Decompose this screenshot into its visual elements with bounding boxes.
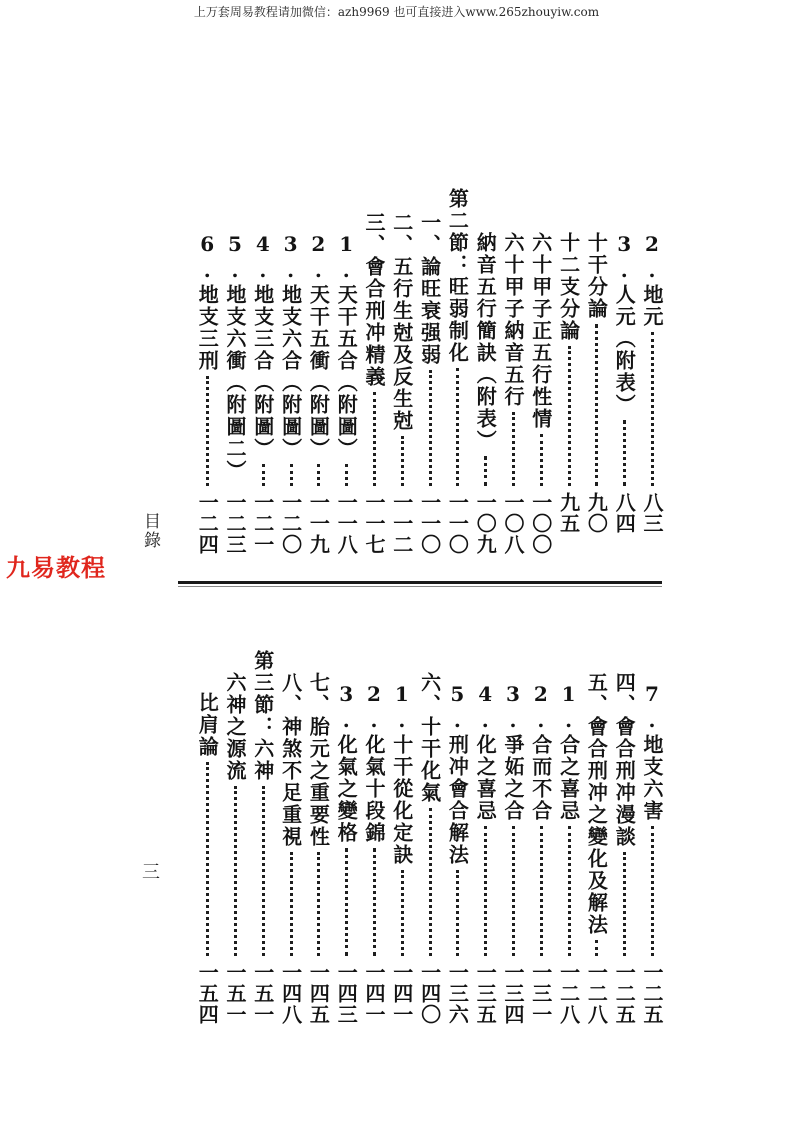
- toc-entry-page: 九五: [556, 492, 581, 534]
- toc-entry-page: 一二八: [556, 962, 581, 1025]
- toc-entry-title: 2.化氣十段錦: [362, 682, 386, 844]
- toc-entry-title: 五、會合刑冲之變化及解法: [584, 672, 609, 936]
- toc-entry-title: 1.合之喜忌: [556, 682, 581, 822]
- toc-dot-leader: [429, 370, 432, 486]
- toc-entry-title: 六、十干化氣: [417, 672, 442, 804]
- toc-entry-title: 1.天干五合（附圖）: [334, 232, 359, 460]
- toc-entry-title: 2.合而不合: [528, 682, 553, 822]
- toc-entry-page: 一五一: [223, 962, 247, 1025]
- toc-entry-page: 一四一: [362, 962, 386, 1025]
- toc-entry-title: 六十甲子正五行性情: [528, 232, 553, 430]
- toc-dot-leader: [456, 368, 459, 486]
- toc-dot-leader: [512, 412, 515, 486]
- toc-dot-leader: [262, 786, 265, 956]
- watermark-text: 上万套周易教程请加微信：azh9969 也可直接进入www.265zhouyiw.com: [193, 5, 600, 19]
- toc-dot-leader: [429, 808, 432, 956]
- toc-entry-title: 4.地支三合（附圖）: [250, 232, 275, 460]
- toc-dot-leader: [595, 940, 598, 956]
- toc-dot-leader: [234, 786, 237, 956]
- toc-entry-page: 八三: [640, 492, 664, 534]
- toc-entry-page: 一三五: [473, 962, 498, 1025]
- toc-dot-leader: [484, 826, 487, 956]
- toc-entry-title: 六神之源流: [223, 672, 247, 782]
- toc-entry-page: 一一九: [306, 492, 331, 555]
- toc-dot-leader: [651, 826, 654, 956]
- section-divider-thin: [178, 586, 662, 587]
- toc-entry-page: 一〇九: [473, 492, 498, 555]
- toc-dot-leader: [623, 852, 626, 956]
- toc-entry-title: 3.人元（附表）: [612, 232, 637, 416]
- toc-entry-title: 3.爭妬之合: [501, 682, 525, 822]
- toc-entry-title: 7.地支六害: [640, 682, 664, 822]
- toc-entry-title: 3.地支六合（附圖）: [278, 232, 303, 460]
- toc-dot-leader: [540, 826, 543, 956]
- toc-dot-leader: [290, 464, 293, 486]
- brand-logo: 九易教程: [6, 554, 106, 582]
- toc-entry-page: 一三六: [445, 962, 470, 1025]
- toc-entry-title: 5.刑冲會合解法: [445, 682, 470, 866]
- toc-dot-leader: [317, 852, 320, 956]
- toc-entry-page: 八四: [612, 492, 637, 534]
- toc-entry-title: 2.天干五衝（附圖）: [306, 232, 331, 460]
- toc-dot-leader: [401, 436, 404, 486]
- toc-entry-page: 九〇: [584, 492, 609, 534]
- toc-entry-page: 一四三: [334, 962, 359, 1025]
- toc-entry-title: 4.化之喜忌: [473, 682, 498, 822]
- toc-dot-leader: [373, 392, 376, 486]
- toc-entry-title: 第二節：旺弱制化: [445, 188, 470, 364]
- toc-entry-page: 一二五: [640, 962, 664, 1025]
- toc-dot-leader: [206, 762, 209, 956]
- toc-dot-leader: [373, 848, 376, 956]
- toc-entry-title: 第三節：六神: [250, 650, 275, 782]
- toc-entry-title: 1.十干從化定訣: [389, 682, 414, 866]
- toc-dot-leader: [568, 346, 571, 486]
- toc-dot-leader: [206, 376, 209, 486]
- toc-entry-title: 二、五行生尅及反生尅: [389, 212, 414, 432]
- toc-entry-title: 六十甲子納音五行: [501, 232, 525, 408]
- toc-entry-title: 四、會合刑冲漫談: [612, 672, 637, 848]
- toc-entry-page: 一五四: [195, 962, 220, 1025]
- toc-dot-leader: [595, 324, 598, 486]
- toc-entry-page: 一一七: [362, 492, 386, 555]
- toc-entry-page: 一三四: [501, 962, 525, 1025]
- toc-entry-page: 一〇〇: [528, 492, 553, 555]
- toc-entry-page: 一一〇: [417, 492, 442, 555]
- toc-entry-title: 6.地支三刑: [195, 232, 220, 372]
- toc-entry-title: 十干分論: [584, 232, 609, 320]
- toc-entry-page: 一二〇: [278, 492, 303, 555]
- toc-entry-title: 3.化氣之變格: [334, 682, 359, 844]
- toc-dot-leader: [401, 870, 404, 956]
- contents-label: 目錄: [140, 512, 160, 550]
- toc-dot-leader: [512, 826, 515, 956]
- toc-entry-page: 一三一: [528, 962, 553, 1025]
- toc-entry-title: 2.地元: [640, 232, 664, 328]
- toc-entry-page: 一〇八: [501, 492, 525, 555]
- toc-dot-leader: [456, 870, 459, 956]
- page-number: 三: [139, 862, 160, 880]
- toc-dot-leader: [317, 464, 320, 486]
- toc-dot-leader: [290, 852, 293, 956]
- toc-dot-leader: [345, 464, 348, 486]
- toc-dot-leader: [651, 332, 654, 486]
- toc-entry-page: 一一二: [389, 492, 414, 555]
- toc-entry-title: 一、論旺衰强弱: [417, 212, 442, 366]
- toc-dot-leader: [623, 420, 626, 486]
- toc-entry-title: 比肩論: [195, 692, 220, 758]
- toc-entry-page: 一四八: [278, 962, 303, 1025]
- toc-entry-page: 一四一: [389, 962, 414, 1025]
- toc-entry-title: 5.地支六衝（附圖二）: [223, 232, 247, 482]
- toc-entry-title: 三、會合刑冲精義: [362, 212, 386, 388]
- toc-dot-leader: [484, 456, 487, 486]
- toc-entry-page: 一五一: [250, 962, 275, 1025]
- toc-entry-title: 七、胎元之重要性: [306, 672, 331, 848]
- toc-dot-leader: [262, 464, 265, 486]
- toc-entry-page: 一二一: [250, 492, 275, 555]
- toc-dot-leader: [345, 848, 348, 956]
- toc-dot-leader: [568, 826, 571, 956]
- toc-entry-page: 一二五: [612, 962, 637, 1025]
- toc-entry-page: 一二八: [584, 962, 609, 1025]
- toc-entry-title: 納音五行簡訣（附表）: [473, 232, 498, 452]
- toc-entry-page: 一二三: [223, 492, 247, 555]
- toc-entry-page: 一一八: [334, 492, 359, 555]
- toc-entry-title: 十二支分論: [556, 232, 581, 342]
- toc-entry-page: 一四五: [306, 962, 331, 1025]
- section-divider: [178, 581, 662, 584]
- toc-entry-page: 一一〇: [445, 492, 470, 555]
- toc-entry-page: 一四〇: [417, 962, 442, 1025]
- toc-entry-title: 八、神煞不足重視: [278, 672, 303, 848]
- toc-entry-page: 一二四: [195, 492, 220, 555]
- toc-dot-leader: [540, 434, 543, 486]
